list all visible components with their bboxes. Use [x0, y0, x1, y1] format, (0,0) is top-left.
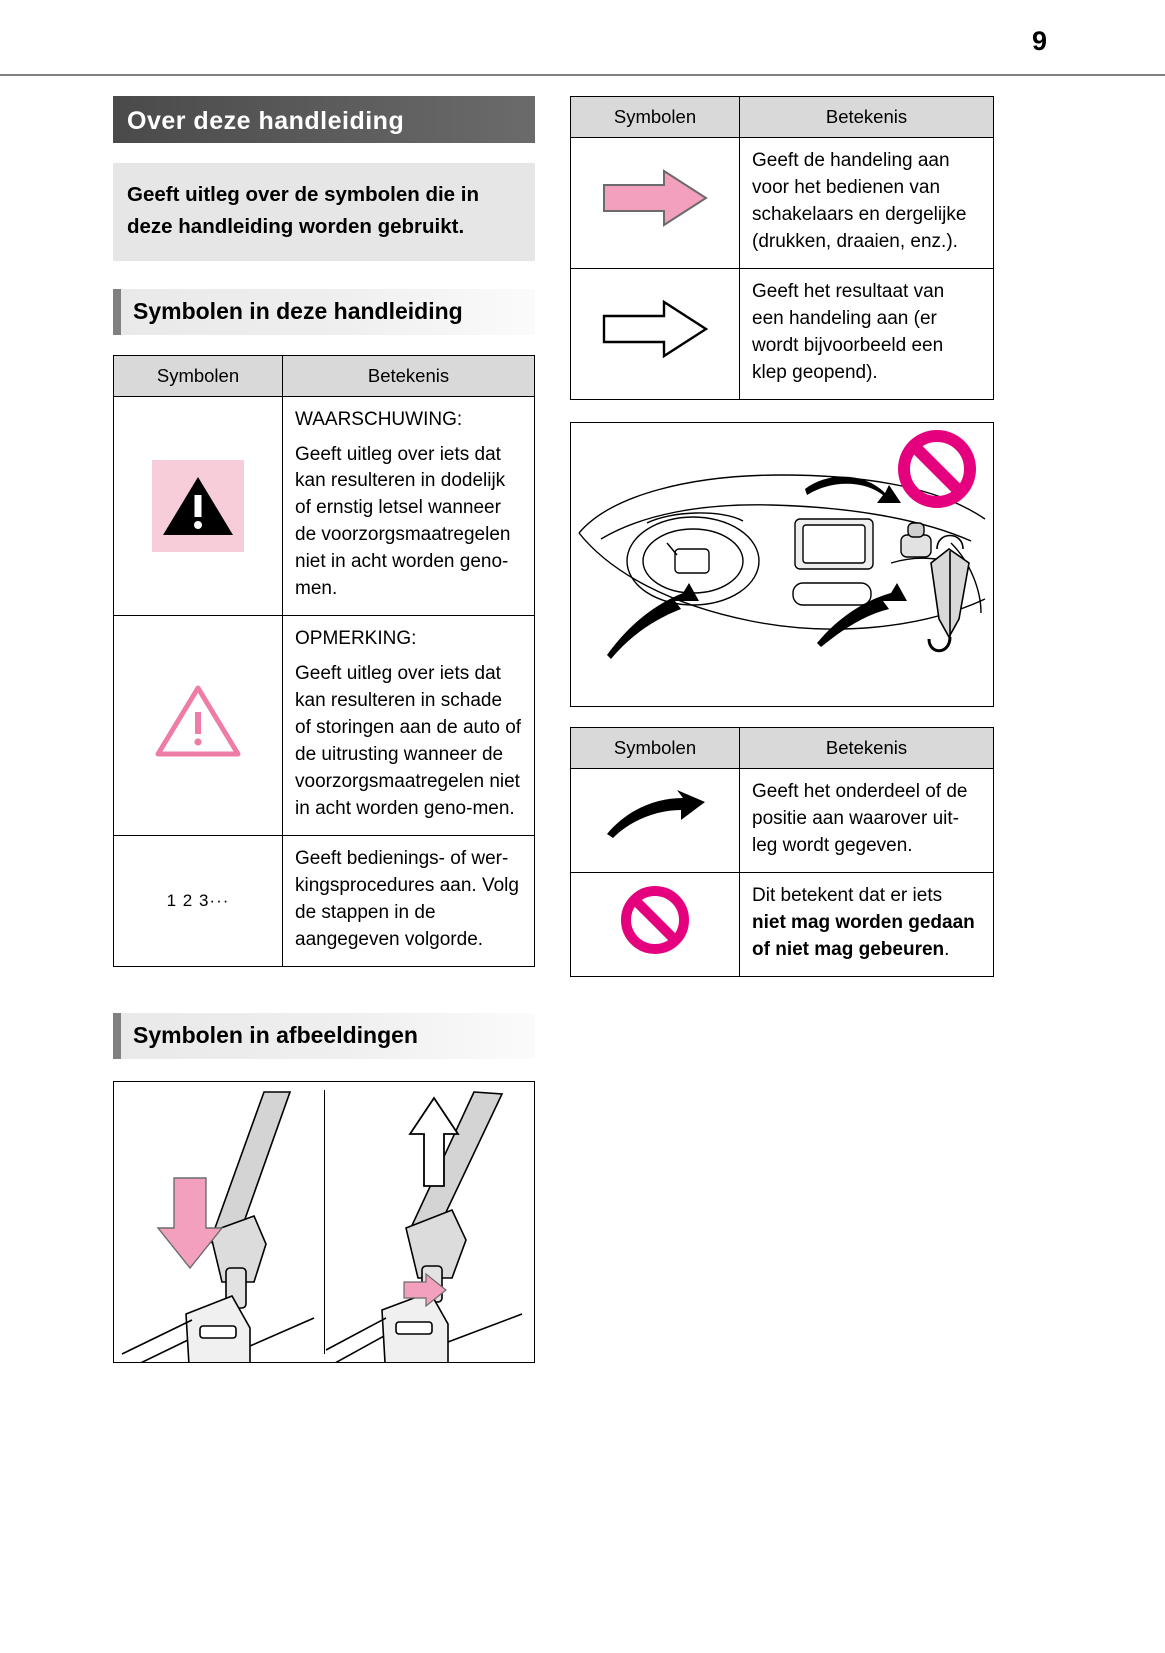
- row-text-lead: Dit betekent dat er iets: [752, 884, 943, 906]
- right-column: [570, 96, 994, 977]
- row-text: Geeft bedienings- of wer-kingsprocedures aan. Volg de stappen in de aangegeven volgorde.: [295, 848, 519, 950]
- row-text-tail: .: [944, 938, 950, 960]
- table-row: [114, 616, 535, 836]
- table-header-row: [571, 727, 994, 768]
- table-cell-meaning: Geeft het resultaat van een handeling aan (er wordt bijvoorbeeld een klep geopend).: [740, 268, 994, 399]
- warning-triangle-black-icon: [114, 396, 283, 616]
- table-cell-meaning: [283, 836, 535, 967]
- column-header-meaning: Betekenis: [740, 727, 994, 768]
- column-header-meaning: Betekenis: [283, 355, 535, 396]
- outline-arrow-icon: [571, 268, 740, 399]
- prohibition-circle-icon: [904, 436, 970, 502]
- page-title: Over deze handleiding: [113, 96, 535, 143]
- table-cell-meaning: Geeft het onderdeel of de positie aan waarover uit-leg wordt gegeven.: [740, 768, 994, 872]
- symbols-table-right-top: [570, 96, 994, 400]
- filled-pink-arrow-icon-svg: [598, 165, 712, 231]
- column-header-meaning: Betekenis: [740, 97, 994, 138]
- section-accent-bar: [113, 1013, 121, 1059]
- curved-arrow-icon-svg: [601, 790, 709, 842]
- table-cell-meaning: [283, 396, 535, 616]
- row-heading: WAARSCHUWING:: [295, 408, 463, 430]
- step-numbers-label: 1 2 3···: [166, 890, 230, 910]
- table-row: [571, 138, 994, 269]
- column-header-symbols: Symbolen: [114, 355, 283, 396]
- table-row: [114, 836, 535, 967]
- table-cell-meaning: Geeft de handeling aan voor het bedienen van schakelaars en dergelijke (drukken, draaien, enz.).: [740, 138, 994, 269]
- pink-down-arrow-icon: [158, 1178, 222, 1268]
- symbols-table-left: [113, 355, 535, 967]
- prohibition-circle-icon: [571, 872, 740, 976]
- table-cell-meaning: [283, 616, 535, 836]
- section-accent-bar: [113, 289, 121, 335]
- notice-triangle-pink-icon-svg: [154, 682, 242, 760]
- section-heading-label: Symbolen in deze handleiding: [133, 298, 463, 325]
- warning-triangle-black-icon-svg: [161, 473, 235, 539]
- curved-arrow-icon: [571, 768, 740, 872]
- figure-divider: [324, 1090, 325, 1354]
- row-text: Geeft uitleg over iets dat kan resulteren in dodelijk of ernstig letsel wanneer de voorzorgsmaatregelen niet in acht worden geno-men.: [295, 443, 511, 600]
- dashboard-interior-illustration: [570, 422, 994, 707]
- row-text-bold: niet mag worden gedaan of niet mag gebeuren: [752, 911, 975, 960]
- table-cell-meaning: [740, 872, 994, 976]
- section-heading-symbols-in-figures: [113, 1013, 535, 1059]
- table-row: [571, 268, 994, 399]
- umbrella-icon: [929, 535, 969, 650]
- symbols-table-right-bottom: [570, 727, 994, 977]
- header-divider: [0, 74, 1165, 76]
- page-number: 9: [1031, 26, 1047, 56]
- row-heading: OPMERKING:: [295, 628, 417, 650]
- notice-triangle-pink-icon: [114, 616, 283, 836]
- table-row: [571, 872, 994, 976]
- seatbelt-buckle-illustration: [113, 1081, 535, 1363]
- table-header-row: [571, 97, 994, 138]
- table-row: [114, 396, 535, 616]
- section-heading-symbols-in-manual: [113, 289, 535, 335]
- row-text: Geeft uitleg over iets dat kan resulteren in schade of storingen aan de auto of de uitrusting wanneer de voorzorgsmaatregelen niet in acht worden geno-men.: [295, 663, 522, 820]
- table-header-row: [114, 355, 535, 396]
- warning-icon-background: [152, 460, 244, 552]
- section-heading-label: Symbolen in afbeeldingen: [133, 1022, 418, 1049]
- filled-pink-arrow-icon: [571, 138, 740, 269]
- column-header-symbols: Symbolen: [571, 97, 740, 138]
- table-row: [571, 768, 994, 872]
- prohibition-circle-icon-svg: [617, 882, 693, 958]
- dashboard-illustration-svg: [571, 423, 993, 706]
- column-header-symbols: Symbolen: [571, 727, 740, 768]
- outline-arrow-icon-svg: [598, 296, 712, 362]
- left-column: [113, 96, 535, 1363]
- intro-text: Geeft uitleg over de symbolen die in deze handleiding worden gebruikt.: [113, 163, 535, 261]
- step-numbers-icon: [114, 836, 283, 967]
